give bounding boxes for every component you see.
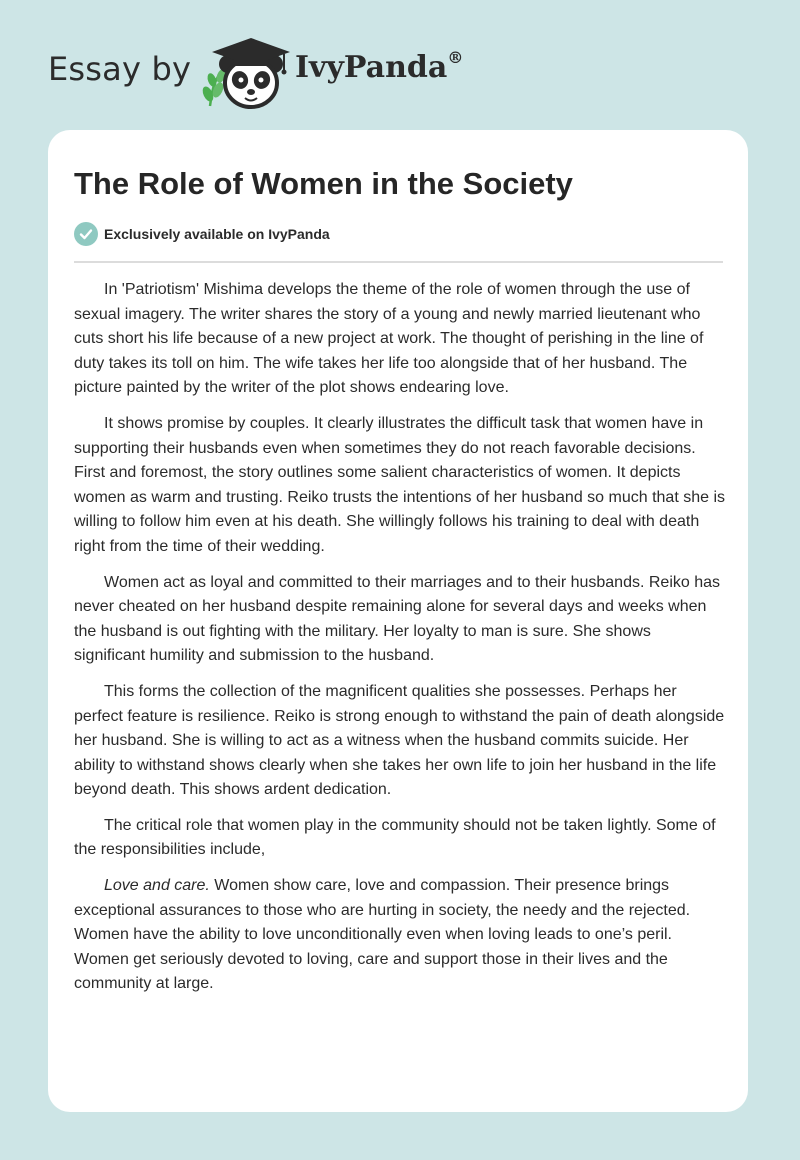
essay-card <box>48 130 748 1112</box>
divider <box>74 261 723 263</box>
essay-body <box>74 278 726 1008</box>
brand-prefix: Essay by <box>48 50 192 88</box>
page-title: The Role of Women in the Society <box>74 166 573 201</box>
essay-paragraph: This forms the collection of the magnificent qualities she possesses. Perhaps her perfect feature is resilience. Reiko is strong enough to withstand the pain of death alongside her husband. She is willing to act as a witness when the husband commits suicide. Her ability to withstand shows clearly when she takes her own life to join her husband in the life beyond death. This shows ardent dedication. <box>74 682 725 799</box>
essay-paragraph-love-and-care <box>74 874 726 997</box>
paragraph-text: Women show care, love and compassion. Their presence brings exceptional assurances to those who are hurting in society, the needy and the rejected. Women have the ability to love unconditionally even when loving leads to one’s peril. Women get seriously devoted to loving, care and support those in their lives and the community at large. <box>74 877 691 993</box>
paragraph-lead: Love and care. <box>104 877 210 895</box>
check-circle-icon <box>74 222 98 246</box>
brand-name: IvyPanda® <box>295 48 464 85</box>
brand-header[interactable] <box>48 36 508 110</box>
essay-paragraph: Women act as loyal and committed to their marriages and to their husbands. Reiko has never cheated on her husband despite remaining alone for several days and weeks when the husband is out fighting with the military. Her loyalty to man is sure. She shows significant humility and submission to the husband. <box>74 573 721 665</box>
panda-logo-icon <box>200 36 292 110</box>
essay-paragraph: It shows promise by couples. It clearly illustrates the difficult task that women have in supporting their husbands even when sometimes they do not reach favorable decisions. First and foremost, the story outlines some salient characteristics of women. It depicts women as warm and trusting. Reiko trusts the intentions of her husband so much that she is willing to follow him even at his death. She willingly follows his training to deal with death right from the time of their wedding. <box>74 414 725 555</box>
exclusive-badge <box>74 222 330 246</box>
essay-paragraph: In 'Patriotism' Mishima develops the theme of the role of women through the use of sexual imagery. The writer shares the story of a young and newly married lieutenant who cuts short his life because of a new project at work. The thought of perishing in the line of duty takes its toll on him. The wife takes her life too alongside that of her husband. The picture painted by the writer of the plot shows endearing love. <box>74 281 704 397</box>
exclusive-badge-label: Exclusively available on IvyPanda <box>104 226 330 242</box>
essay-paragraph: The critical role that women play in the community should not be taken lightly. Some of the responsibilities include, <box>74 816 716 859</box>
